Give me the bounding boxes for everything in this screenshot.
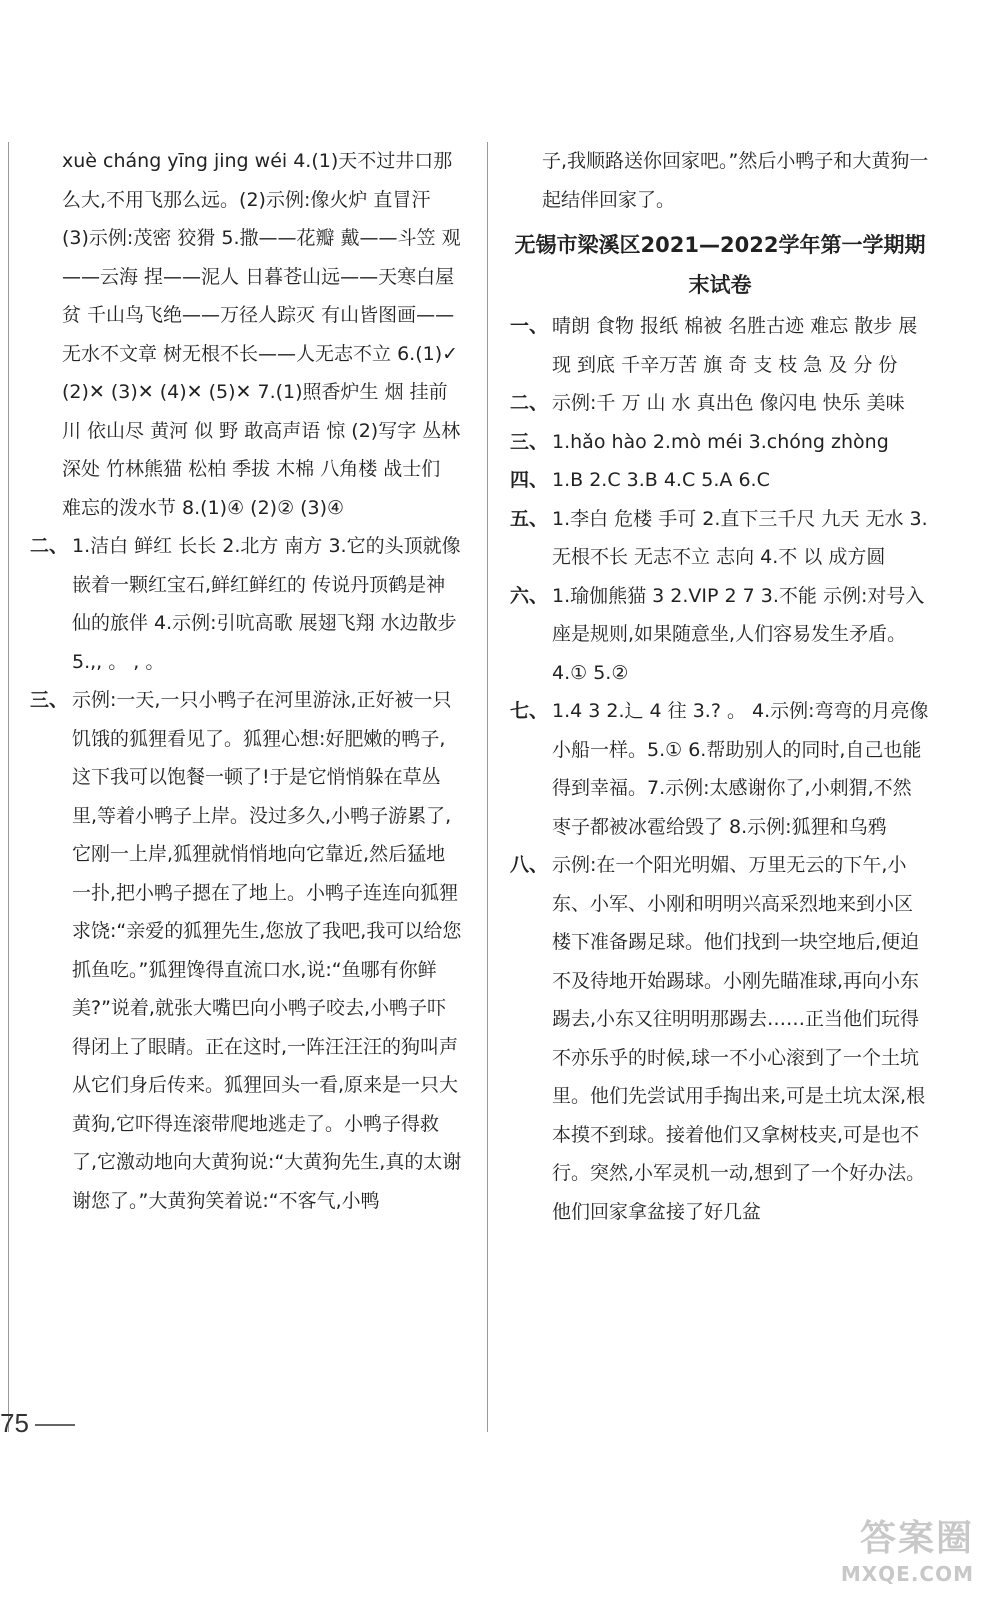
answer-section-2 <box>510 384 930 423</box>
answer-continuation: xuè cháng yīng jing wéi 4.(1)天不过井口那么大,不用飞那么远。(2)示例:像火炉 直冒汗 (3)示例:茂密 狡猾 5.撒——花瓣 戴——斗笠 观——云海 捏——泥人 日暮苍山远——天寒白屋贫 千山鸟飞绝——万径人踪灭 有山皆图画——无水不文章 树无根不长——人无志不立 6.(1)✓ (2)✕ (3)✕ (4)✕ (5)✕ 7.(1)照香炉生 烟 挂前川 依山尽 黄河 似 野 敢高声语 惊 (2)写字 丛林深处 竹林熊猫 松柏 季拔 木棉 八角楼 战士们 难忘的泼水节 8.(1)④ (2)② (3)④ <box>62 150 461 519</box>
answer-section-7 <box>510 692 930 846</box>
section-number: 二、 <box>30 535 69 557</box>
answer-section-1 <box>510 307 930 384</box>
section-text: 1.瑜伽熊猫 3 2.VIP 2 7 3.不能 示例:对号入座是规则,如果随意坐,人们容易发生矛盾。4.① 5.② <box>552 584 925 684</box>
section-text: 1.洁白 鲜红 长长 2.北方 南方 3.它的头顶就像嵌着一颗红宝石,鲜红鲜红的 传说丹顶鹤是神仙的旅伴 4.示例:引吭高歌 展翅飞翔 水边散步 5.,, 。 , 。 <box>72 535 461 673</box>
answer-section-4 <box>510 461 930 500</box>
section-number: 二、 <box>510 392 549 414</box>
section-text: 示例:一天,一只小鸭子在河里游泳,正好被一只饥饿的狐狸看见了。狐狸心想:好肥嫩的鸭子,这下我可以饱餐一顿了!于是它悄悄躲在草丛里,等着小鸭子上岸。没过多久,小鸭子游累了,它刚一上岸,狐狸就悄悄地向它靠近,然后猛地一扑,把小鸭子摁在了地上。小鸭子连连向狐狸求饶:“亲爱的狐狸先生,您放了我吧,我可以给您抓鱼吃。”狐狸馋得直流口水,说:“鱼哪有你鲜美?”说着,就张大嘴巴向小鸭子咬去,小鸭子吓得闭上了眼睛。正在这时,一阵汪汪汪的狗叫声从它们身后传来。狐狸回头一看,原来是一只大黄狗,它吓得连滚带爬地逃走了。小鸭子得救了,它激动地向大黄狗说:“大黄狗先生,真的太谢谢您了。”大黄狗笑着说:“不客气,小鸭 <box>72 689 462 1212</box>
answer-section-3 <box>510 423 930 462</box>
section-number: 三、 <box>510 430 549 453</box>
watermark-text: 答案圈 <box>859 1518 974 1559</box>
section-number: 三、 <box>30 689 69 711</box>
section-number: 七、 <box>510 700 549 722</box>
section-text: 示例:在一个阳光明媚、万里无云的下午,小东、小军、小刚和明明兴高采烈地来到小区楼下准备踢足球。他们找到一块空地后,便迫不及待地开始踢球。小刚先瞄准球,再向小东踢去,小东又往明明那踢去……正当他们玩得不亦乐乎的时候,球一不小心滚到了一个土坑里。他们先尝试用手掏出来,可是土坑太深,根本摸不到球。接着他们又拿树枝夹,可是也不行。突然,小军灵机一动,想到了一个好办法。他们回家拿盆接了好几盆 <box>552 854 926 1223</box>
section-number: 八、 <box>510 854 549 876</box>
watermark-url: MXQE.COM <box>840 1562 974 1586</box>
section-number: 一、 <box>510 315 549 337</box>
section-number: 五、 <box>510 507 549 530</box>
section-text: 1.B 2.C 3.B 4.C 5.A 6.C <box>552 469 770 491</box>
footer-rule <box>35 1424 75 1426</box>
section-text: 1.4 3 2.辶 4 往 3.? 。 4.示例:弯弯的月亮像小船一样。5.① 6.帮助别人的同时,自己也能得到幸福。7.示例:太感谢你了,小刺猬,不然枣子都被冰雹给毁了 8.示例:狐狸和乌鸦 <box>552 700 929 838</box>
column-divider <box>487 142 488 1432</box>
answer-section-2 <box>30 527 462 681</box>
section-text: 1.李白 危楼 手可 2.直下三千尺 九天 无水 3.无根不长 无志不立 志向 4.不 以 成方圆 <box>552 507 928 568</box>
left-margin-rule <box>8 142 9 1432</box>
section-text: 1.hǎo hào 2.mò méi 3.chóng zhòng <box>552 430 889 453</box>
left-column <box>30 142 462 1220</box>
section-text: 示例:千 万 山 水 真出色 像闪电 快乐 美味 <box>552 392 905 414</box>
section-number: 四、 <box>510 469 549 491</box>
story-continuation: 子,我顺路送你回家吧。”然后小鸭子和大黄狗一起结伴回家了。 <box>542 150 929 211</box>
answer-section-3 <box>30 681 462 1220</box>
page-footer <box>0 1408 75 1439</box>
answer-section-8 <box>510 846 930 1231</box>
right-column <box>510 142 930 1231</box>
page-number: 75 <box>0 1408 29 1438</box>
exam-title: 无锡市梁溪区2021—2022学年第一学期期末试卷 <box>514 233 926 297</box>
section-text: 晴朗 食物 报纸 棉被 名胜古迹 难忘 散步 展现 到底 千辛万苦 旗 奇 支 枝 急 及 分 份 <box>552 315 918 376</box>
watermark-logo <box>841 1516 974 1586</box>
answer-section-6 <box>510 577 930 693</box>
section-number: 六、 <box>510 584 549 607</box>
answer-section-5 <box>510 500 930 577</box>
